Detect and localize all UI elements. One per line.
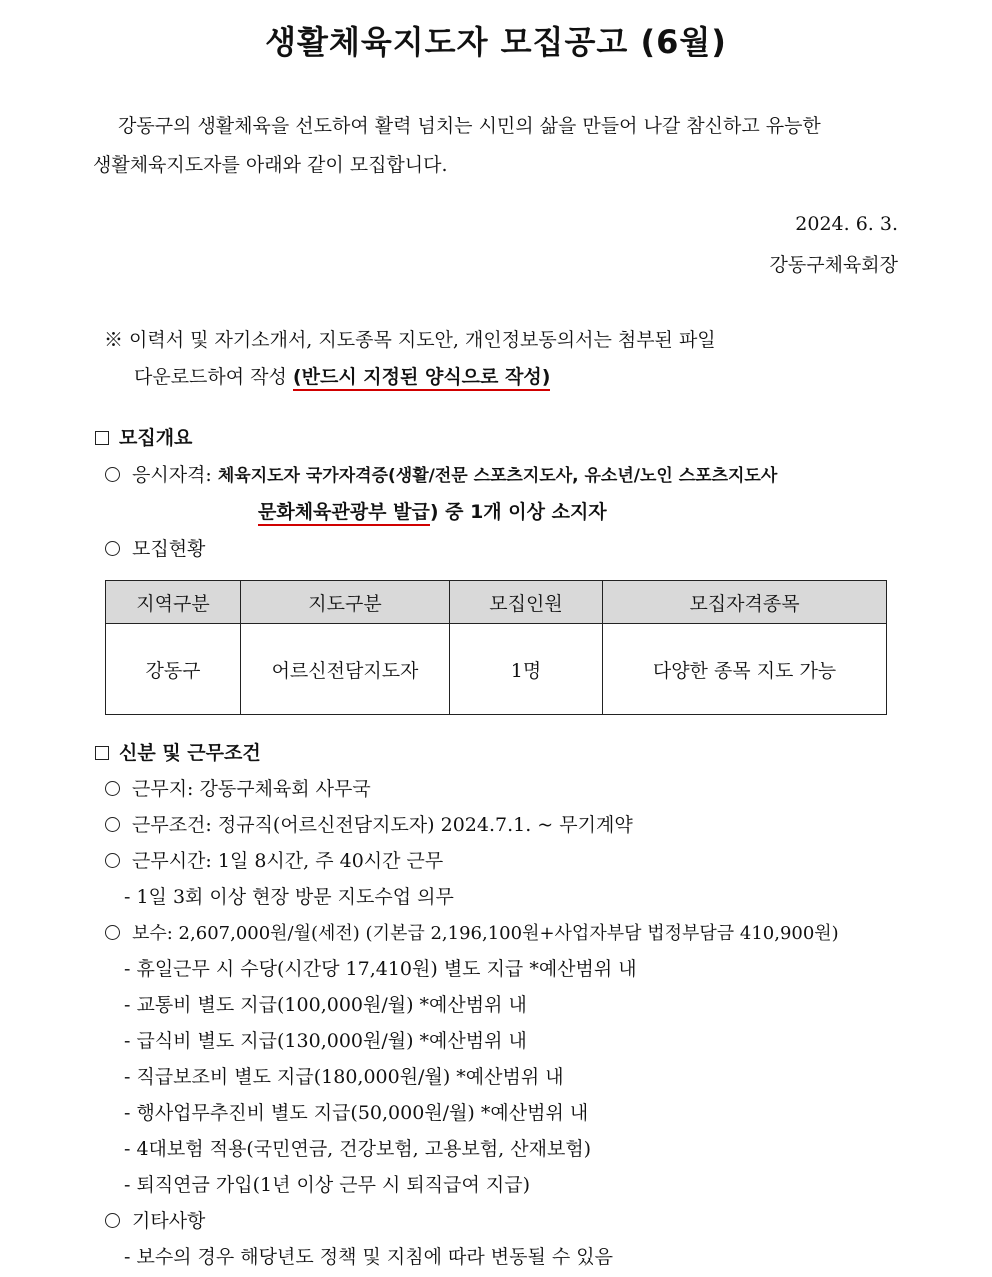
list-item: 근무지: 강동구체육회 사무국 xyxy=(105,777,371,801)
qualification-rest: ) 중 1개 이상 소지자 xyxy=(429,501,607,523)
announcement-date: 2024. 6. 3. xyxy=(795,213,898,235)
issuer: 강동구체육회장 xyxy=(769,254,898,276)
table-cell: 다양한 종목 지도 가능 xyxy=(603,624,887,715)
list-item: 보수: 2,607,000원/월(세전) (기본급 2,196,100원+사업자부담 법정부담금 410,900원) xyxy=(105,921,839,946)
circle-bullet-icon xyxy=(105,541,120,556)
section-recruit-overview xyxy=(95,426,192,450)
list-sub-item: - 1일 3회 이상 현장 방문 지도수업 의무 xyxy=(124,886,454,908)
qualification-line-1 xyxy=(105,463,777,488)
page-title: 생활체육지도자 모집공고 (6월) xyxy=(265,23,727,61)
table-row xyxy=(106,624,887,715)
circle-bullet-icon xyxy=(105,817,120,832)
circle-bullet-icon xyxy=(105,853,120,868)
list-sub-item: - 직급보조비 별도 지급(180,000원/월) *예산범위 내 xyxy=(124,1066,564,1088)
notice-emphasis: (반드시 지정된 양식으로 작성) xyxy=(293,366,550,391)
table-cell: 1명 xyxy=(450,624,603,715)
list-sub-item: - 급식비 별도 지급(130,000원/월) *예산범위 내 xyxy=(124,1030,527,1052)
list-item: 근무조건: 정규직(어르신전담지도자) 2024.7.1. ~ 무기계약 xyxy=(105,813,633,837)
list-sub-item: - 4대보험 적용(국민연금, 건강보험, 고용보험, 산재보험) xyxy=(124,1138,592,1160)
table-cell: 어르신전담지도자 xyxy=(241,624,450,715)
notice-text: 다운로드하여 작성 xyxy=(134,366,293,388)
table-header-cell: 모집자격종목 xyxy=(603,581,887,624)
list-item: 근무시간: 1일 8시간, 주 40시간 근무 xyxy=(105,849,443,873)
table-header-cell: 모집인원 xyxy=(450,581,603,624)
checkbox-square-icon xyxy=(95,431,109,445)
list-item: 기타사항 xyxy=(105,1209,205,1233)
list-sub-item: - 퇴직연금 가입(1년 이상 근무 시 퇴직급여 지급) xyxy=(124,1174,530,1196)
section-heading: 모집개요 xyxy=(119,427,193,449)
intro-line-1: 강동구의 생활체육을 선도하여 활력 넘치는 시민의 삶을 만들어 나갈 참신하고 유능한 xyxy=(118,115,821,137)
recruit-status-table xyxy=(105,580,887,715)
circle-bullet-icon xyxy=(105,1213,120,1228)
qualification-issuer: 문화체육관광부 발급 xyxy=(258,501,430,526)
table-header-row xyxy=(106,581,887,624)
list-sub-item: - 보수의 경우 해당년도 정책 및 지침에 따라 변동될 수 있음 xyxy=(124,1246,613,1268)
notice-line-1: ※ 이력서 및 자기소개서, 지도종목 지도안, 개인정보동의서는 첨부된 파일 xyxy=(104,329,716,351)
recruit-status-label: 모집현황 xyxy=(105,537,205,561)
circle-bullet-icon xyxy=(105,467,120,482)
list-sub-item: - 교통비 별도 지급(100,000원/월) *예산범위 내 xyxy=(124,994,527,1016)
section-heading: 신분 및 근무조건 xyxy=(119,742,261,764)
checkbox-square-icon xyxy=(95,746,109,760)
table-header-cell: 지역구분 xyxy=(106,581,241,624)
circle-bullet-icon xyxy=(105,781,120,796)
notice-line-2 xyxy=(134,365,550,389)
qualification-text: 체육지도자 국가자격증(생활/전문 스포츠지도사, 유소년/노인 스포츠지도사 xyxy=(217,466,778,486)
list-sub-item: - 휴일근무 시 수당(시간당 17,410원) 별도 지급 *예산범위 내 xyxy=(124,958,637,980)
table-header-cell: 지도구분 xyxy=(241,581,450,624)
qualification-label: 응시자격: xyxy=(132,464,218,486)
circle-bullet-icon xyxy=(105,925,120,940)
intro-line-2: 생활체육지도자를 아래와 같이 모집합니다. xyxy=(93,154,448,176)
list-sub-item: - 행사업무추진비 별도 지급(50,000원/월) *예산범위 내 xyxy=(124,1102,589,1124)
table-cell: 강동구 xyxy=(106,624,241,715)
section-work-conditions xyxy=(95,741,261,765)
qualification-line-2 xyxy=(258,500,607,524)
